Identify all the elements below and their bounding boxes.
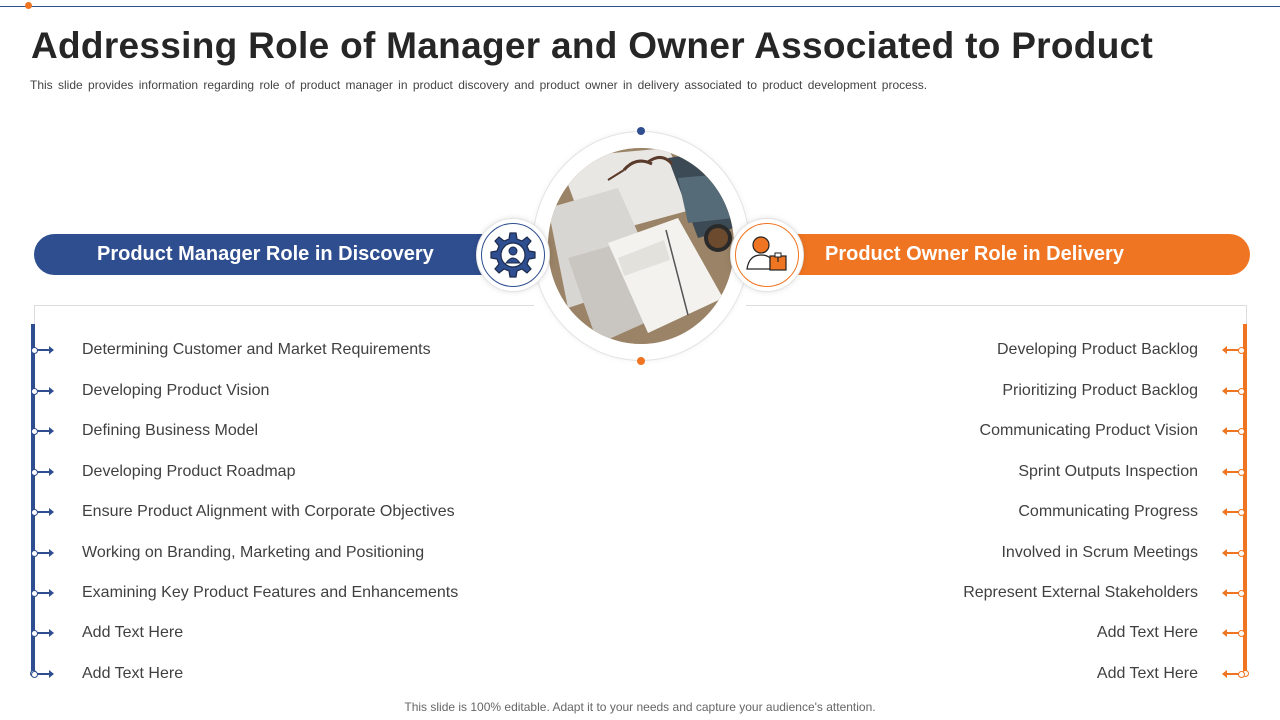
list-item: Developing Product Roadmap [30,462,500,484]
arrow-left-icon [1224,552,1242,554]
arrow-right-icon [34,390,52,392]
desk-photo [548,148,734,344]
left-frame-edge [34,305,35,325]
list-item: Prioritizing Product Backlog [780,381,1250,403]
list-item: Communicating Progress [780,502,1250,524]
right-icon-badge [730,218,804,292]
arrow-left-icon [1224,471,1242,473]
arrow-right-icon [34,552,52,554]
top-accent-dot [25,2,32,9]
arrow-left-icon [1224,673,1242,675]
arrow-left-icon [1224,632,1242,634]
person-box-icon [741,229,793,281]
top-rule [0,6,1280,7]
arrow-left-icon [1224,511,1242,513]
right-heading-banner [740,234,1250,275]
left-frame-line [34,305,534,306]
center-bottom-dot [637,357,645,365]
list-item: Add Text Here [30,664,500,686]
list-item: Add Text Here [780,664,1250,686]
center-top-dot [637,127,645,135]
list-item: Represent External Stakeholders [780,583,1250,605]
list-item: Determining Customer and Market Requirements [30,340,500,362]
footer-note: This slide is 100% editable. Adapt it to your needs and capture your audience's attention. [404,700,876,714]
list-item: Communicating Product Vision [780,421,1250,443]
slide-title: Addressing Role of Manager and Owner Associated to Product [31,25,1154,66]
left-heading-label: Product Manager Role in Discovery [97,243,434,265]
arrow-left-icon [1224,592,1242,594]
arrow-right-icon [34,592,52,594]
arrow-left-icon [1224,349,1242,351]
list-item: Developing Product Backlog [780,340,1250,362]
list-item: Sprint Outputs Inspection [780,462,1250,484]
gear-person-icon [487,229,539,281]
list-item: Add Text Here [780,623,1250,645]
arrow-right-icon [34,349,52,351]
list-item: Defining Business Model [30,421,500,443]
list-item: Working on Branding, Marketing and Positioning [30,543,500,565]
right-heading-label: Product Owner Role in Delivery [825,243,1124,265]
list-item: Involved in Scrum Meetings [780,543,1250,565]
arrow-left-icon [1224,390,1242,392]
desk-photo-illustration [548,148,734,344]
right-frame-edge [1246,305,1247,325]
list-item: Developing Product Vision [30,381,500,403]
list-item: Examining Key Product Features and Enhancements [30,583,500,605]
arrow-right-icon [34,673,52,675]
left-icon-badge [476,218,550,292]
arrow-right-icon [34,430,52,432]
list-item: Add Text Here [30,623,500,645]
left-heading-banner [34,234,539,275]
right-frame-line [746,305,1247,306]
arrow-right-icon [34,632,52,634]
arrow-right-icon [34,511,52,513]
list-item: Ensure Product Alignment with Corporate Objectives [30,502,500,524]
arrow-left-icon [1224,430,1242,432]
arrow-right-icon [34,471,52,473]
slide-subtitle: This slide provides information regarding role of product manager in product discovery and product owner in delivery associated to product development process. [30,78,928,92]
